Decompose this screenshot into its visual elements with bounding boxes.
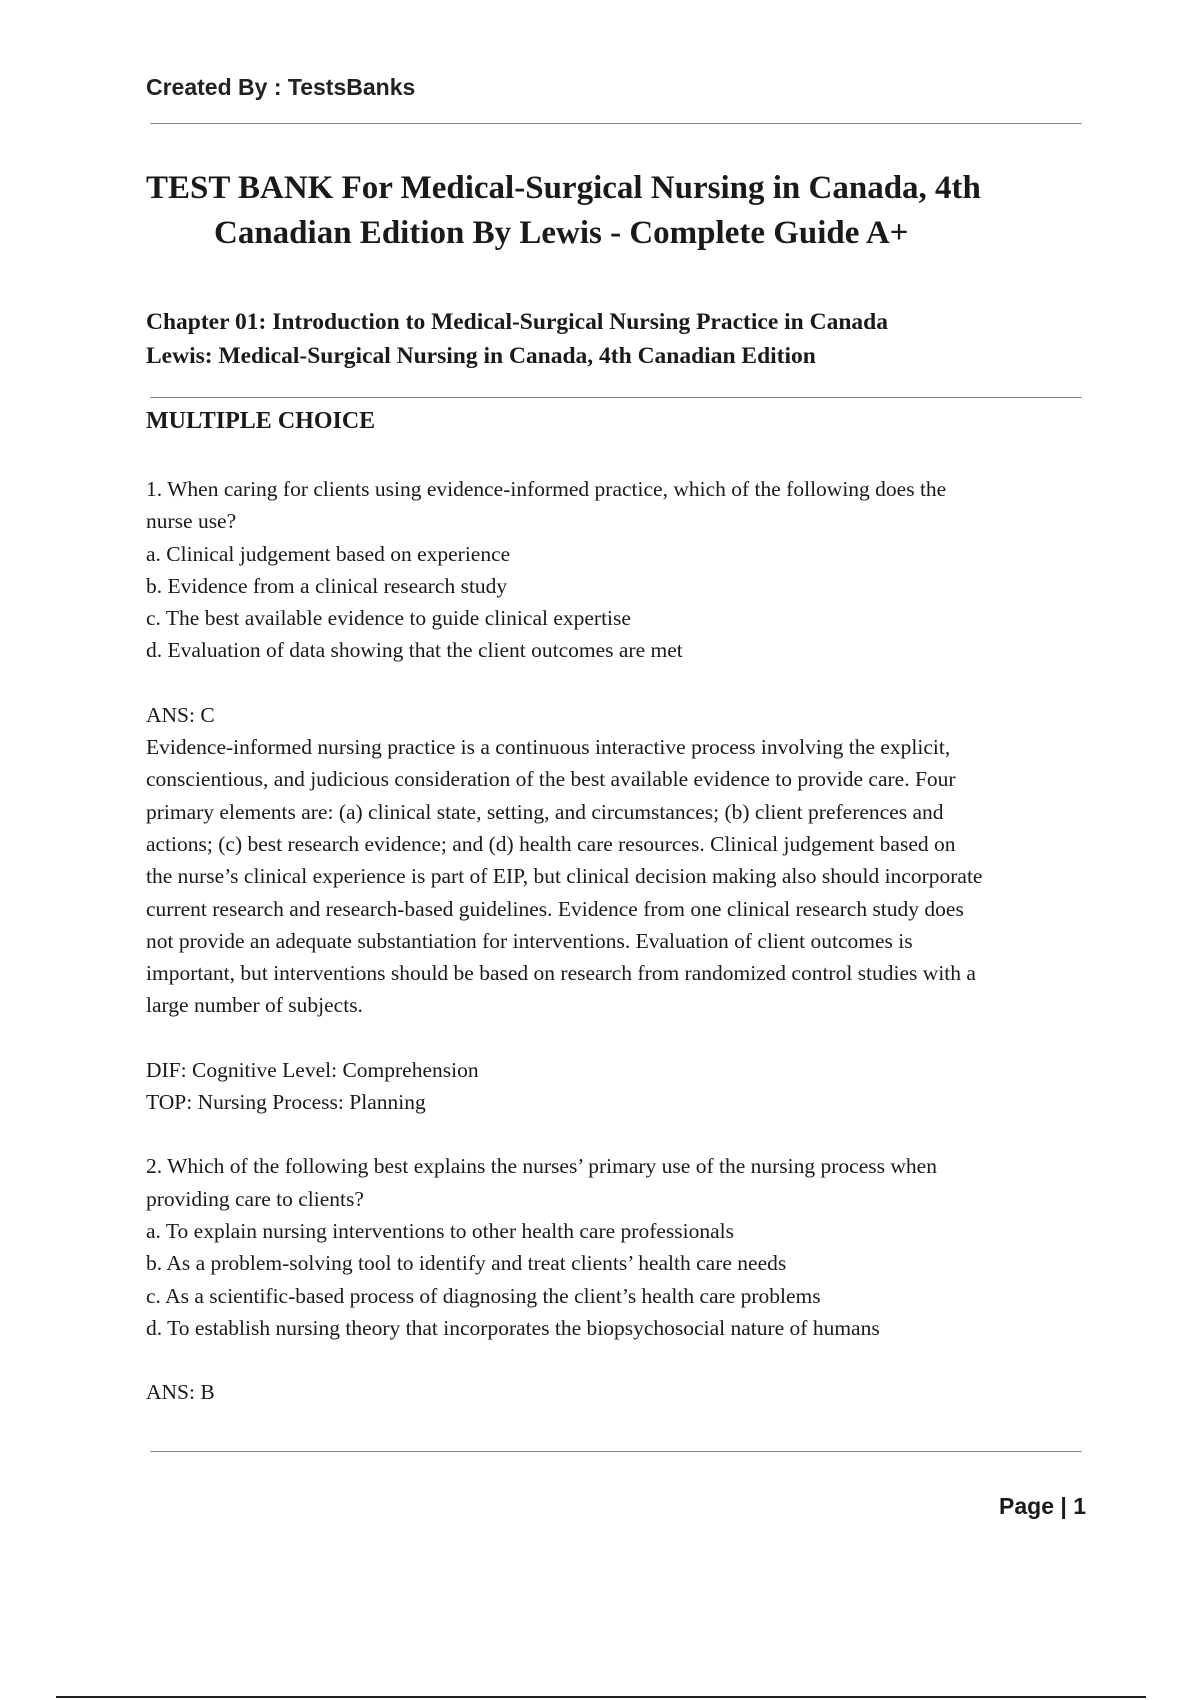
question-1-rationale-line: large number of subjects.: [146, 993, 363, 1018]
question-list: [146, 473, 1092, 1408]
question-1-option-d: d. Evaluation of data showing that the client outcomes are met: [146, 638, 683, 663]
question-1-rationale-line: not provide an adequate substantiation for interventions. Evaluation of client outcomes is: [146, 928, 913, 953]
question-1-rationale-line: conscientious, and judicious consideration of the best available evidence to provide care. Four: [146, 767, 956, 792]
spacer: [146, 1344, 1092, 1376]
question-1-stem-line-1: 1. When caring for clients using evidence-informed practice, which of the following does the: [146, 477, 947, 501]
header-divider: [150, 123, 1082, 124]
page-number: Page | 1: [999, 1493, 1086, 1519]
section-heading: MULTIPLE CHOICE: [146, 408, 376, 434]
question-1-rationale-line: current research and research-based guidelines. Evidence from one clinical research study does: [146, 896, 964, 921]
document-title: [146, 166, 1086, 256]
question-1-rationale-line: important, but interventions should be based on research from randomized control studies with a: [146, 961, 976, 986]
question-1-rationale-line: primary elements are: (a) clinical state, setting, and circumstances; (b) client preferences and: [146, 799, 944, 824]
book-title: Lewis: Medical-Surgical Nursing in Canada, 4th Canadian Edition: [146, 343, 816, 369]
question-1-option-b: b. Evidence from a clinical research study: [146, 573, 508, 598]
document-title-line-1: TEST BANK For Medical-Surgical Nursing in Canada, 4th: [146, 170, 981, 206]
question-1-difficulty: DIF: Cognitive Level: Comprehension: [146, 1057, 479, 1082]
question-2-answer: ANS: B: [146, 1380, 215, 1405]
question-2-option-b: b. As a problem-solving tool to identify and treat clients’ health care needs: [146, 1251, 787, 1276]
document-title-line-2: Canadian Edition By Lewis - Complete Guide A+: [214, 215, 909, 251]
question-2-option-a: a. To explain nursing interventions to other health care professionals: [146, 1218, 734, 1243]
chapter-divider: [150, 397, 1082, 398]
spacer: [146, 1118, 1092, 1150]
question-1-answer: ANS: C: [146, 702, 215, 727]
question-1-rationale-line: the nurse’s clinical experience is part of EIP, but clinical decision making also should incorporate: [146, 864, 983, 889]
question-1-stem-line-2: nurse use?: [146, 509, 237, 534]
question-1-option-a: a. Clinical judgement based on experience: [146, 541, 511, 566]
question-2-option-d: d. To establish nursing theory that incorporates the biopsychosocial nature of humans: [146, 1315, 880, 1340]
spacer: [146, 1022, 1092, 1054]
chapter-heading: [146, 305, 1106, 373]
spacer: [146, 667, 1092, 699]
question-2-stem-line-2: providing care to clients?: [146, 1186, 364, 1211]
page-bottom-rule: [56, 1696, 1146, 1698]
question-1-topic: TOP: Nursing Process: Planning: [146, 1090, 426, 1115]
question-2-option-c: c. As a scientific-based process of diagnosing the client’s health care problems: [146, 1283, 821, 1308]
question-1-rationale-line: Evidence-informed nursing practice is a continuous interactive process involving the explicit,: [146, 735, 951, 760]
footer-divider: [150, 1451, 1082, 1452]
question-1-option-c: c. The best available evidence to guide clinical expertise: [146, 606, 631, 631]
question-1-rationale-line: actions; (c) best research evidence; and (d) health care resources. Clinical judgement based on: [146, 831, 956, 856]
question-2-stem-line-1: 2. Which of the following best explains the nurses’ primary use of the nursing process when: [146, 1154, 937, 1179]
chapter-title: Chapter 01: Introduction to Medical-Surgical Nursing Practice in Canada: [146, 309, 888, 335]
created-by-header: Created By : TestsBanks: [146, 74, 416, 100]
